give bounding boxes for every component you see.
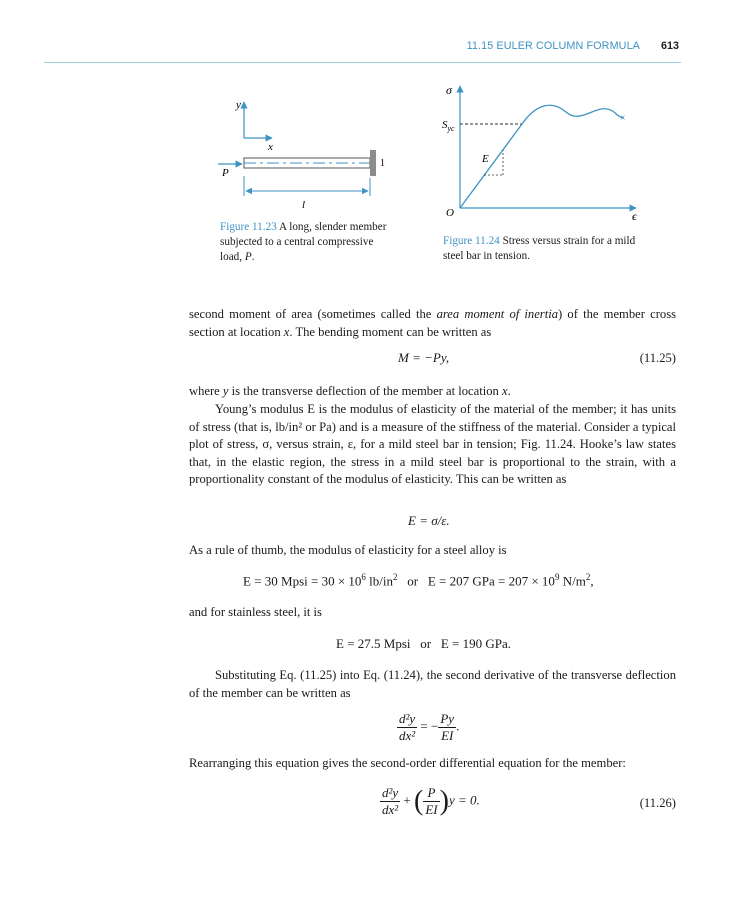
figure-label: Figure 11.23: [220, 221, 277, 233]
equation-second-derivative: $\frac{\text{d²y}}{\text{dx²}}$ = − $\frac{Py}{EI}$ .: [399, 711, 460, 743]
section-title: 11.15 EULER COLUMN FORMULA: [466, 40, 640, 52]
figure-11-24-stress-strain-plot: [436, 78, 646, 228]
figure-label: Figure 11.24: [443, 235, 500, 247]
axis-y-label: y: [236, 99, 241, 111]
equation-stainless-modulus: E = 27.5 Mpsi or E = 190 GPa.: [336, 636, 512, 651]
paragraph-6: Substituting Eq. (11.25) into Eq. (11.24), the second derivative of the transverse deflection of the member can be written as: [189, 668, 676, 700]
equation-number-11-26: (11.26): [639, 796, 676, 810]
equation-11-26: $\frac{\text{d²y}}{\text{dx²}}$ + ( $\frac{P}{EI}$ )y = 0.: [382, 785, 480, 817]
equation-11-25: M = −Py,: [398, 350, 450, 365]
figure-11-23-caption: Figure 11.23 A long, slender member subjected to a central compressive load, P.: [220, 221, 387, 263]
equation-number-11-25: (11.25): [639, 351, 676, 365]
axis-x-label: x: [268, 141, 273, 153]
paragraph-5: and for stainless steel, it is: [189, 605, 322, 619]
equation-steel-modulus: E = 30 Mpsi = $30 \times 10^6$ $lb/in^2$ or E = 207 GPa = $207 \times 10^9$ $N/m^2$,: [243, 572, 594, 589]
origin-label: O: [446, 207, 454, 219]
paragraph-2: where y is the transverse deflection of the member at location x.: [189, 384, 511, 398]
figure-11-24-caption: Figure 11.24 Stress versus strain for a mild steel bar in tension.: [443, 235, 636, 262]
sigma-label: σ: [446, 83, 452, 97]
fixed-wall: [370, 150, 376, 176]
figure-11-23-diagram: [210, 92, 400, 212]
epsilon-label: ϵ: [632, 209, 637, 223]
paragraph-7: Rearranging this equation gives the second-order differential equation for the member:: [189, 756, 626, 770]
header-rule: [44, 62, 681, 63]
paragraph-4: As a rule of thumb, the modulus of elasticity for a steel alloy is: [189, 543, 507, 557]
load-label: P: [222, 167, 229, 179]
equation-hookes-law: E = σ/ε.: [408, 513, 450, 528]
svg-text:×: ×: [620, 113, 626, 124]
paragraph-3: Young’s modulus E is the modulus of elasticity of the material of the member; it has units of stress (that is, lb/in² or Pa) and is a measure of the stiffness of the material. Consider a typical plot of stress, σ, versus strain, ε, for a mild steel bar in tension; Fig. 11.24. Hooke’s law states that, in the elastic region, the stress in a mild steel bar is proportional to the strain, with a proportionality constant of the modulus of elasticity. This can be written as: [189, 402, 676, 487]
paragraph-1: second moment of area (sometimes called the area moment of inertia) of the member cross section at location x. The bending moment can be written as: [189, 307, 677, 339]
yield-label: $S_{yc}$: [442, 119, 455, 133]
slope-label: E: [482, 153, 489, 165]
running-header: [0, 40, 679, 60]
end-label: 1: [380, 158, 385, 169]
page-number: 613: [660, 40, 679, 52]
length-label: l: [302, 199, 306, 211]
